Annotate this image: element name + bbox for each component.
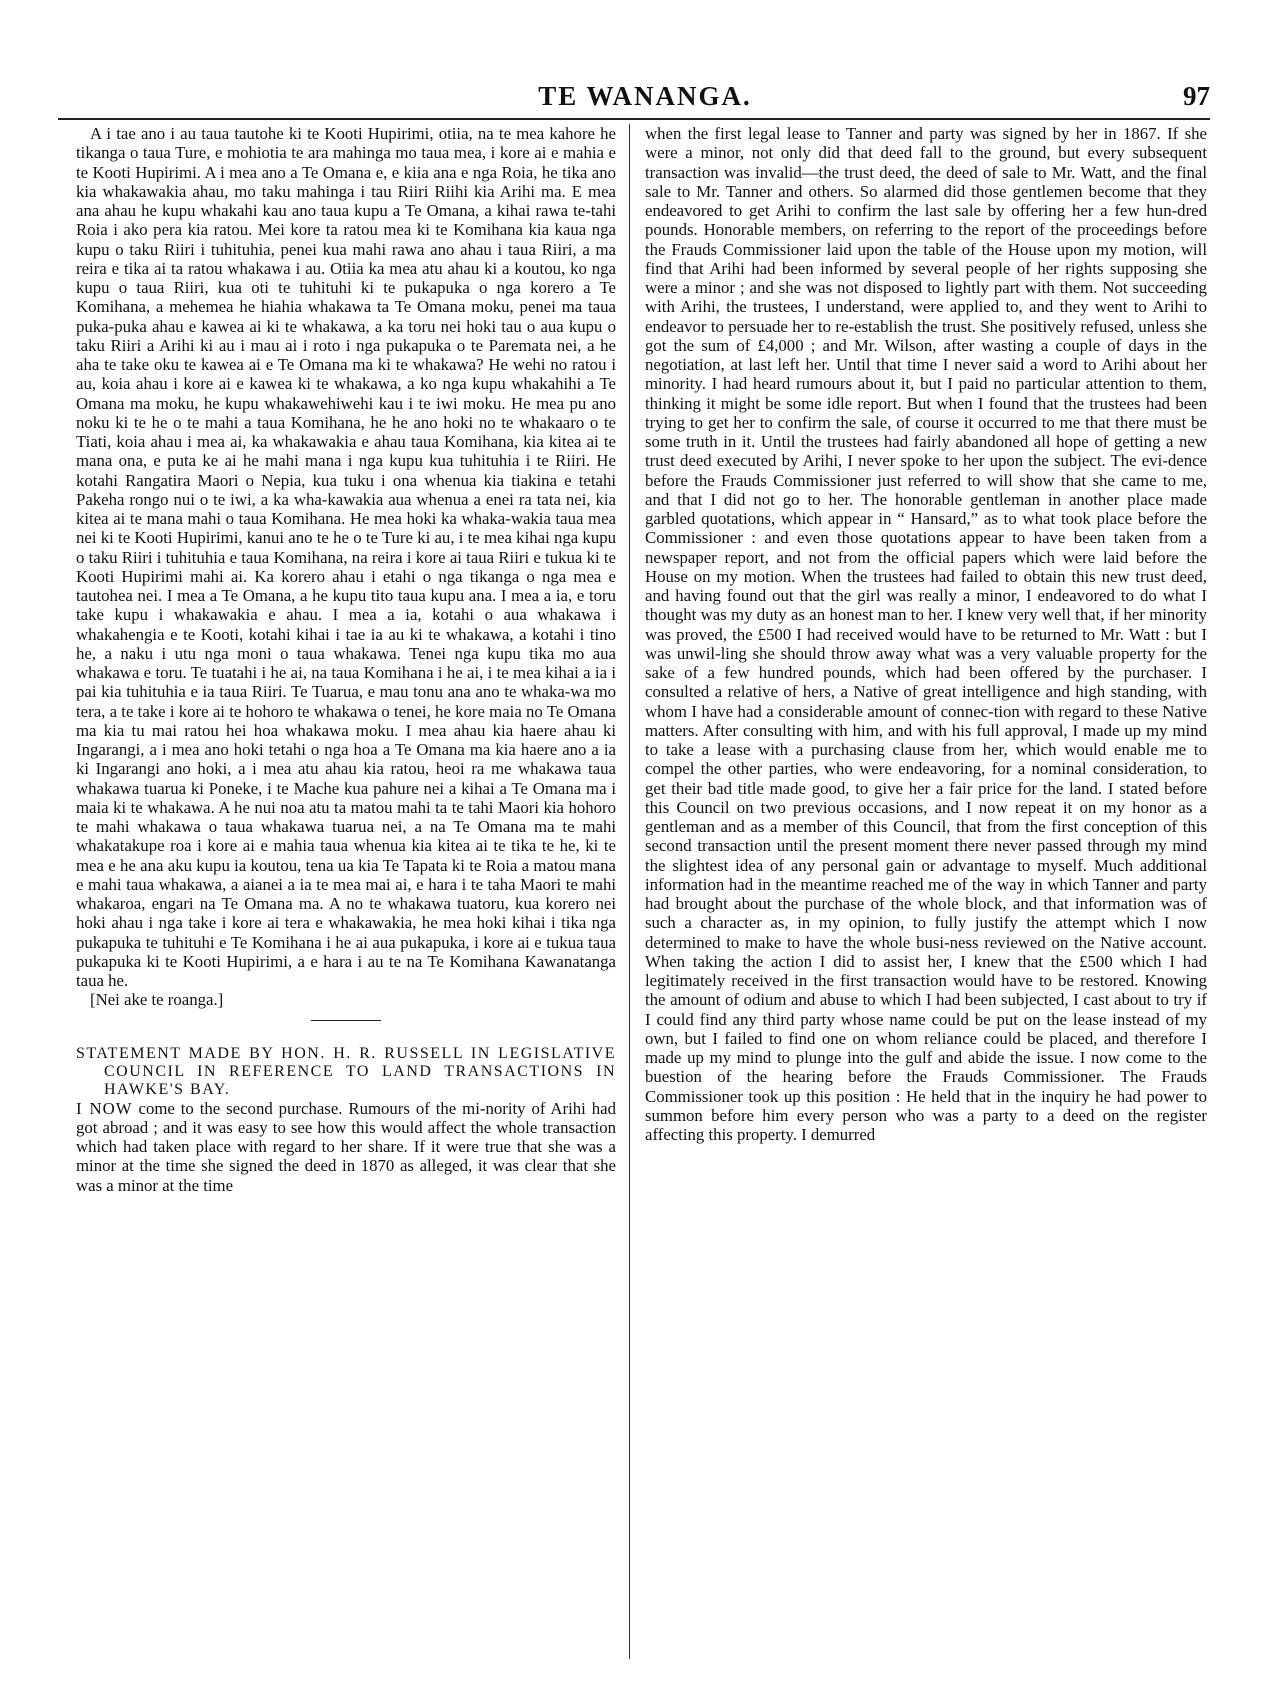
continuation-note: [Nei ake te roanga.] — [90, 990, 224, 1010]
right-column — [645, 124, 1207, 1144]
section-divider — [311, 1020, 381, 1021]
statement-opening-word: I NOW — [76, 1098, 133, 1118]
section-heading: STATEMENT MADE BY HON. H. R. RUSSELL IN LEGISLATIVE COUNCIL IN REFERENCE TO LAND TRANSACTIONS IN HAWKE'S BAY. — [76, 1044, 616, 1098]
statement-opening: come to the second purchase. Rumours of the mi-nority of Arihi had got abroad ; and it was easy to see how this would affect the whole transaction which had taken place with regard to her share. If it were true that she was a minor at the time she signed the deed in 1870 as alleged, it was clear that she was a minor at the time — [76, 1098, 616, 1195]
page-title: TE WANANGA. — [538, 81, 752, 111]
maori-paragraph: A i tae ano i au taua tautohe ki te Kooti Hupirimi, otiia, na te mea kahore he tikanga o taua Ture, e mohiotia te ara mahinga mo taua mea, i kore ai e mahia e te Kooti Hupirimi. A i mea ano a Te Omana e, e kiia ana e nga Roia, he tika ano kia whakawakia ahau, mo taku mahinga i tau Riiri Riihi kia Arihi ma. E mea ana ahau he kupu whakahi kau ano taua kupu a Te Omana, a kihai rawa te-tahi Roia i ako pera kia ratou. Mei kore ta ratou mea ki te Komihana kia kaua nga kupu o taku Riiri i tuhituhia, penei kua mahi rawa ano ahau i taua Riiri, a ma reira e tika ai ta ratou whakawa i au. Otiia ka mea atu ahau ki a koutou, ko nga kupu o taua Riiri, kua oti te tuhituhi ki te pukapuka o nga korero a Te Komihana, a mehemea he hiahia whakawa ta Te Omana moku, penei ma taua puka-puka ahau e kawea ai ki te whakawa, a ka toru nei hoki tau o aua kupu o taku Riiri a Arihi ki au i mau ai i roto i nga pukapuka o te Paremata nei, a he aha te take oku te kawea ai e Te Omana ma ki te whakawa? He wehi no ratou i au, koia ahau i kore ai e kawea ki te whakawa, a ko nga kupu whakahihi a Te Omana ma moku, he kupu whakawehiwehi kau i te iwi moku. He mea pu ano noku ki te he o te mahi a taua Komihana, he he ano hoki no te whakaaro o te Tiati, koia ahau i mea ai, ka whakawakia e ahau taua Komihana, kia kitea ai te mana ona, e puta ke ai he mahi mana i nga kupu kua tuhituhia i te Riiri. He kotahi Rangatira Maori o Nepia, kua tuku i ona whenua kia tiakina e tetahi Pakeha rongo nui o te iwi, a ka wha-kawakia aua whenua a enei ra tata nei, kia kitea ai te mana mahi o taua Komihana. He mea hoki ka whaka-wakia taua mea nei ki te Kooti Hupirimi, kanui ano te he o te Ture ki au, i te mea kihai nga kupu o taku Riiri i tuhituhia e taua Komihana, na reira i kore ai taua Riiri e tukua ki te Kooti Hupirimi mahi ai. Ka korero ahau i etahi o nga tikanga o nga mea e tautohea nei. I mea a Te Omana, a he kupu tito taua kupu ana. I mea a ia, e toru take kupu i whakawakia e ahau. I mea a ia, kotahi o aua whakawa i whakahengia e te Kooti, kotahi kihai i tae ia au ki te whakawa, a kotahi i tino he, a naku i utu nga moni o taua whakawa. Tenei nga kupu tika mo aua whakawa e toru. Te tuatahi i he ai, na taua Komihana i he ai, i te mea kihai a ia i pai kia tuhituhia e ia taua Riiri. Te Tuarua, e mau tonu ana ano te whaka-wa mo tera, a te take i kore ai te hohoro te whakawa o tenei, he kore maia no Te Omana ma kia tu mai ratou hei hoa whakawa moku. I mea ahau kia haere ahau ki Ingarangi, a i mea ano hoki tetahi o nga hoa a Te Omana ma kia haere ano a ia ki Ingarangi ano hoki, a i mea atu ahau kia ratou, heoi ra me whakawa taua whakawa tuarua ki Poneke, i te Mache kua pahure nei a kihai a Te Omana ma i maia ki te whakawa. A he nui noa atu ta matou mahi ta te tahi Maori kia hohoro te mahi whakawa o taua whakawa tuarua nei, a na Te Omana ma te mahi whakatakupe roa i kore ai e mahia taua whenua kia kitea ai te tika te he, ki te mea e he ana aku kupu ia koutou, tena ua kia Te Tapata ki te Roia a matou mana e mahi taua whakawa, a aianei a ia te mea mai ai, e hara i te taha Maori te mahi whakaroa, engari na Te Omana ma. A no te whakawa tuatoru, kua korero nei hoki ahau i nga take i kore ai tera e whakawakia, he mea hoki kihai i tika nga pukapuka te tuhituhi e Te Komihana i he ai aua pukapuka, i kore ai e tukua taua pukapuka ki te Kooti Hupirimi, a e hara i au te na Te Komihana Kawanatanga taua he. — [76, 124, 616, 990]
page-header — [80, 81, 1210, 117]
page-number: 97 — [1183, 81, 1210, 111]
column-divider — [629, 124, 630, 1659]
statement-continuation: when the first legal lease to Tanner and party was signed by her in 1867. If she were a minor, not only did that deed fall to the ground, but every subsequent transaction was invalid—the trust deed, the deed of sale to Mr. Watt, and the final sale to Mr. Tanner and others. So alarmed did those gentlemen become that they endeavored to get Arihi to confirm the last sale by offering her a few hun-dred pounds. Honorable members, on referring to the report of the proceedings before the Frauds Commissioner laid upon the table of the House upon my motion, will find that Arihi had been informed by several people of her rights supposing she were a minor ; and she was not disposed to lightly part with them. Not succeeding with Arihi, the trustees, I understand, were applied to, and they went to Arihi to endeavor to persuade her to re-establish the trust. She positively refused, unless she got the sum of £4,000 ; and Mr. Wilson, after wasting a couple of days in the negotiation, at last left her. Until that time I never said a word to Arihi about her minority. I had heard rumours about it, but I paid no particular attention to them, thinking it might be some idle report. But when I found that the trustees had been trying to get her to confirm the sale, of course it occurred to me that there must be some truth in it. Until the trustees had fairly abandoned all hope of getting a new trust deed executed by Arihi, I never spoke to her upon the subject. The evi-dence before the Frauds Commissioner just referred to will show that she came to me, and that I did not go to her. The honorable gentleman in another place made garbled quotations, which appear in “ Hansard,” as to what took place before the Commissioner : and even those quotations appear to have been taken from a newspaper report, and not from the official papers which were laid before the House on my motion. When the trustees had failed to obtain this new trust deed, and having found out that the girl was really a minor, I endeavored to do what I thought was my duty as an honest man to her. I knew very well that, if her minority was proved, the £500 I had received would have to be returned to Mr. Watt : but I was unwil-ling she should throw away what was a very valuable property for the sake of a few hundred pounds, which had been offered by the purchaser. I consulted a relative of hers, a Native of great intelligence and high standing, with whom I have had a considerable amount of connec-tion with regard to these Native matters. After consulting with him, and with his full approval, I made up my mind to take a lease with a purchasing clause from her, which would enable me to compel the other parties, who were endeavoring, for a nominal consideration, to get their bad title made good, to give her a fair price for the land. I stated before this Council on two previous occasions, and I now repeat it on my honor as a gentleman and as a member of this Council, that from the first conception of this second transaction until the present moment there never passed through my mind the slightest idea of any personal gain or advantage to myself. Much additional information had in the meantime reached me of the way in which Tanner and party had brought about the purchase of the whole block, and that information was of such a character as, in my opinion, to fully justify the attempt which I now determined to make to have the whole busi-ness reviewed on the Native account. When taking the action I did to assist her, I knew that the £500 which I had legitimately received in the first transaction would have to be restored. Knowing the amount of odium and abuse to which I had been subjected, I cast about to try if I could find any third party whose name could be put on the lease instead of my own, but I failed to find one on whom reliance could be placed, and therefore I made up my mind to plunge into the gulf and abide the issue. I now come to the buestion of the hearing before the Frauds Commissioner. The Frauds Commissioner took up this position : He held that in the inquiry he had power to summon before him every person who was a party to a deed on the register affecting this property. I demurred — [645, 124, 1207, 1144]
statement-paragraph — [76, 1099, 616, 1195]
header-rule — [58, 118, 1210, 120]
left-column — [76, 124, 616, 1195]
